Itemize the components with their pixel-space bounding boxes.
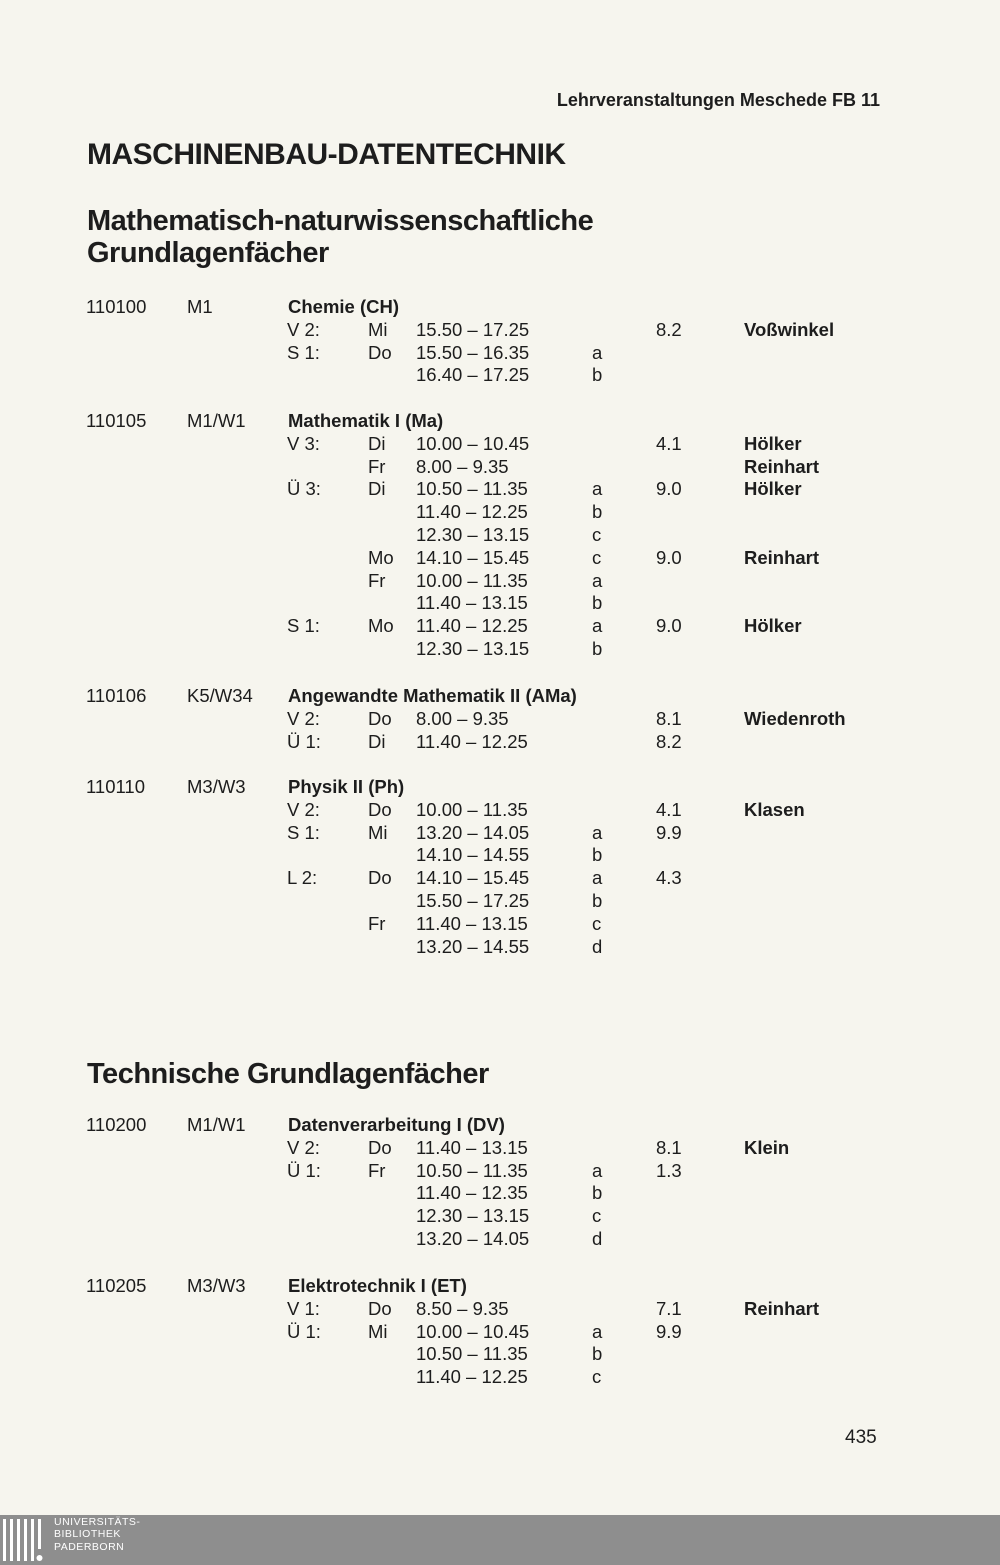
session-time: 8.00 – 9.35 [416, 455, 509, 477]
course-number: 110100 [86, 296, 147, 317]
session-type: Ü 1: [287, 1320, 321, 1342]
course-header [0, 776, 1000, 799]
session-time: 12.30 – 13.15 [416, 637, 530, 659]
session-room: 8.1 [656, 707, 682, 729]
session-lecturer: Klein [744, 1136, 790, 1158]
session-type: L 2: [287, 867, 318, 889]
course-mathematik-1 [0, 410, 1000, 661]
session-day: Do [368, 798, 392, 820]
course-header [0, 1114, 1000, 1137]
session-time: 10.50 – 11.35 [416, 478, 528, 500]
session-group: a [592, 1320, 603, 1342]
schedule-row [0, 1137, 1000, 1160]
session-lecturer: Hölker [744, 615, 802, 637]
session-time: 14.10 – 14.55 [416, 844, 530, 866]
session-day: Mi [368, 821, 388, 843]
session-time: 13.20 – 14.05 [416, 821, 530, 843]
session-day: Fr [368, 455, 386, 477]
session-day: Do [368, 341, 392, 363]
library-footer-bar [0, 1515, 1000, 1565]
course-header [0, 296, 1000, 319]
session-type: V 3: [287, 432, 320, 454]
session-day: Di [368, 730, 386, 752]
session-group: b [592, 637, 603, 659]
session-time: 14.10 – 15.45 [416, 546, 530, 568]
session-group: c [592, 912, 602, 934]
course-title: Chemie (CH) [288, 296, 400, 317]
schedule-row [0, 592, 1000, 615]
course-number: 110205 [86, 1275, 147, 1296]
schedule-row [0, 822, 1000, 845]
session-time: 10.00 – 11.35 [416, 798, 528, 820]
session-group: d [592, 935, 603, 957]
session-lecturer: Klasen [744, 798, 805, 820]
session-group: a [592, 615, 603, 637]
library-name-line: PADERBORN [54, 1540, 125, 1553]
schedule-row [0, 456, 1000, 479]
session-time: 11.40 – 12.25 [416, 615, 528, 637]
session-time: 15.50 – 17.25 [416, 889, 530, 911]
schedule-row [0, 844, 1000, 867]
session-day: Do [368, 1136, 392, 1158]
course-header [0, 685, 1000, 708]
session-time: 11.40 – 13.15 [416, 592, 528, 614]
session-group: c [592, 546, 602, 568]
session-time: 12.30 – 13.15 [416, 1205, 530, 1227]
session-time: 15.50 – 16.35 [416, 341, 530, 363]
library-name [54, 1516, 140, 1553]
course-header [0, 410, 1000, 433]
course-datenverarbeitung-1 [0, 1114, 1000, 1251]
course-physik-2 [0, 776, 1000, 958]
session-time: 11.40 – 13.15 [416, 1136, 528, 1158]
session-day: Do [368, 707, 392, 729]
schedule-row [0, 1298, 1000, 1321]
course-number: 110110 [86, 776, 145, 797]
session-lecturer: Hölker [744, 432, 802, 454]
page-number: 435 [845, 1427, 877, 1448]
library-logo-icon [0, 1515, 46, 1565]
session-type: Ü 3: [287, 478, 321, 500]
session-group: c [592, 1205, 602, 1227]
session-day: Mo [368, 546, 394, 568]
schedule-row [0, 936, 1000, 959]
schedule-row [0, 638, 1000, 661]
schedule-row [0, 524, 1000, 547]
session-room: 4.1 [656, 432, 682, 454]
session-type: V 1: [287, 1297, 320, 1319]
session-group: c [592, 1366, 602, 1388]
session-group: b [592, 1182, 603, 1204]
schedule-row [0, 913, 1000, 936]
session-room: 9.0 [656, 546, 682, 568]
session-type: V 2: [287, 707, 320, 729]
session-room: 9.9 [656, 821, 682, 843]
session-room: 4.3 [656, 867, 682, 889]
session-group: b [592, 592, 603, 614]
session-room: 7.1 [656, 1297, 682, 1319]
session-day: Di [368, 432, 386, 454]
session-group: b [592, 1343, 603, 1365]
schedule-row [0, 1228, 1000, 1251]
session-room: 9.0 [656, 478, 682, 500]
course-title: Physik II (Ph) [288, 776, 405, 797]
session-day: Do [368, 1297, 392, 1319]
session-type: S 1: [287, 341, 320, 363]
session-time: 16.40 – 17.25 [416, 364, 530, 386]
session-time: 10.50 – 11.35 [416, 1159, 528, 1181]
course-code: M1/W1 [187, 410, 246, 431]
schedule-row [0, 478, 1000, 501]
session-lecturer: Reinhart [744, 1297, 820, 1319]
course-header [0, 1275, 1000, 1298]
session-type: Ü 1: [287, 730, 321, 752]
session-type: S 1: [287, 821, 320, 843]
session-day: Fr [368, 912, 386, 934]
schedule-row [0, 1343, 1000, 1366]
session-type: V 2: [287, 798, 320, 820]
schedule-row [0, 799, 1000, 822]
session-lecturer: Reinhart [744, 546, 820, 568]
schedule-row [0, 570, 1000, 593]
course-chemie [0, 296, 1000, 387]
schedule-row [0, 364, 1000, 387]
session-lecturer: Reinhart [744, 455, 820, 477]
schedule-row [0, 501, 1000, 524]
session-lecturer: Voßwinkel [744, 318, 835, 340]
session-type: Ü 1: [287, 1159, 321, 1181]
schedule-row [0, 731, 1000, 754]
schedule-row [0, 547, 1000, 570]
schedule-row [0, 867, 1000, 890]
session-room: 4.1 [656, 798, 682, 820]
schedule-row [0, 1321, 1000, 1344]
session-group: b [592, 501, 603, 523]
session-time: 11.40 – 12.25 [416, 501, 528, 523]
library-name-line: BIBLIOTHEK [54, 1528, 121, 1541]
session-group: a [592, 867, 603, 889]
session-lecturer: Wiedenroth [744, 707, 846, 729]
session-time: 11.40 – 12.35 [416, 1182, 528, 1204]
session-room: 8.1 [656, 1136, 682, 1158]
session-type: S 1: [287, 615, 320, 637]
course-title: Datenverarbeitung I (DV) [288, 1114, 505, 1135]
session-day: Fr [368, 1159, 386, 1181]
schedule-row [0, 1366, 1000, 1389]
section-title-line: Mathematisch-naturwissenschaftliche [87, 205, 594, 237]
course-number: 110200 [86, 1114, 147, 1135]
session-group: d [592, 1227, 603, 1249]
schedule-row [0, 615, 1000, 638]
session-time: 10.00 – 10.45 [416, 432, 530, 454]
session-time: 11.40 – 13.15 [416, 912, 528, 934]
session-day: Do [368, 867, 392, 889]
session-room: 8.2 [656, 318, 682, 340]
course-code: M3/W3 [187, 776, 246, 797]
session-room: 9.9 [656, 1320, 682, 1342]
session-group: a [592, 1159, 603, 1181]
session-group: c [592, 523, 602, 545]
session-time: 12.30 – 13.15 [416, 523, 530, 545]
course-number: 110106 [86, 685, 147, 706]
session-time: 11.40 – 12.25 [416, 730, 528, 752]
session-room: 8.2 [656, 730, 682, 752]
course-code: M1/W1 [187, 1114, 246, 1135]
course-title: Angewandte Mathematik II (AMa) [288, 685, 577, 706]
session-room: 9.0 [656, 615, 682, 637]
schedule-row [0, 890, 1000, 913]
session-group: b [592, 844, 603, 866]
session-type: V 2: [287, 1136, 320, 1158]
schedule-row [0, 342, 1000, 365]
course-code: M1 [187, 296, 213, 317]
session-group: a [592, 569, 603, 591]
course-code: K5/W34 [187, 685, 253, 706]
session-day: Mi [368, 318, 388, 340]
session-time: 10.00 – 11.35 [416, 569, 528, 591]
course-angewandte-mathematik-2 [0, 685, 1000, 753]
schedule-row [0, 433, 1000, 456]
section-title-line: Grundlagenfächer [87, 237, 329, 269]
page-title: MASCHINENBAU-DATENTECHNIK [87, 138, 566, 171]
section-title-line: Technische Grundlagenfächer [87, 1058, 489, 1090]
course-elektrotechnik-1 [0, 1275, 1000, 1389]
session-day: Di [368, 478, 386, 500]
session-group: b [592, 364, 603, 386]
session-time: 13.20 – 14.55 [416, 935, 530, 957]
session-time: 13.20 – 14.05 [416, 1227, 530, 1249]
session-room: 1.3 [656, 1159, 682, 1181]
course-title: Elektrotechnik I (ET) [288, 1275, 467, 1296]
schedule-row [0, 708, 1000, 731]
running-header: Lehrveranstaltungen Meschede FB 11 [556, 90, 880, 110]
schedule-row [0, 1160, 1000, 1183]
session-type: V 2: [287, 318, 320, 340]
session-group: a [592, 341, 603, 363]
section-title-science [87, 205, 593, 269]
session-lecturer: Hölker [744, 478, 802, 500]
session-group: a [592, 821, 603, 843]
session-time: 10.50 – 11.35 [416, 1343, 528, 1365]
session-group: a [592, 478, 603, 500]
library-name-line: UNIVERSITÄTS- [54, 1516, 141, 1528]
schedule-row [0, 1205, 1000, 1228]
session-group: b [592, 889, 603, 911]
course-code: M3/W3 [187, 1275, 246, 1296]
course-number: 110105 [86, 410, 147, 431]
course-title: Mathematik I (Ma) [288, 410, 444, 431]
session-day: Mo [368, 615, 394, 637]
session-day: Mi [368, 1320, 388, 1342]
schedule-row [0, 1182, 1000, 1205]
session-time: 8.50 – 9.35 [416, 1297, 509, 1319]
session-time: 10.00 – 10.45 [416, 1320, 530, 1342]
section-title-technical [87, 1058, 489, 1090]
session-time: 8.00 – 9.35 [416, 707, 509, 729]
session-day: Fr [368, 569, 386, 591]
session-time: 14.10 – 15.45 [416, 867, 530, 889]
session-time: 11.40 – 12.25 [416, 1366, 528, 1388]
session-time: 15.50 – 17.25 [416, 318, 530, 340]
schedule-row [0, 319, 1000, 342]
